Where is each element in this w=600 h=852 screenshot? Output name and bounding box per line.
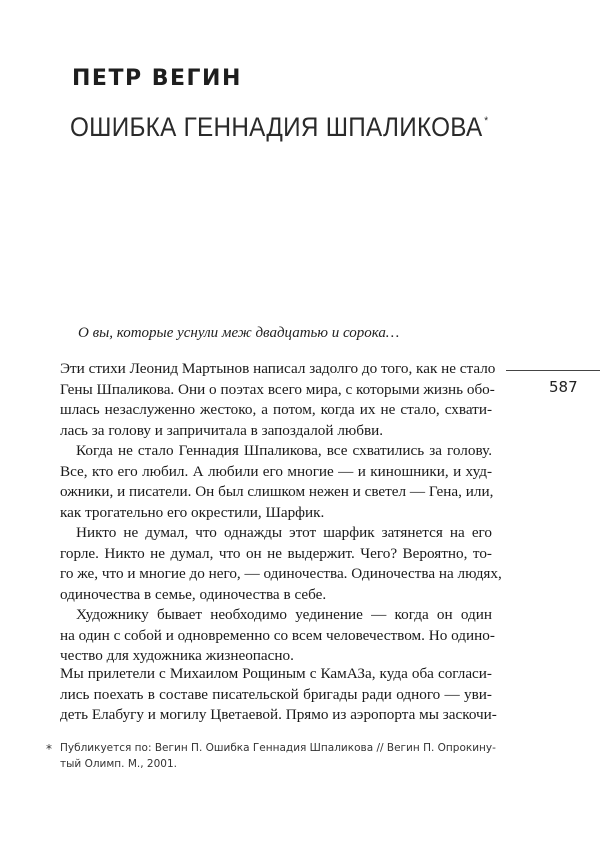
text-line: горле. Никто не думал, что он не выдержит. Чего? Вероятно, то- [60, 544, 492, 562]
chapter-title [70, 112, 488, 143]
text-line: одиночества в семье, одиночества в себе. [60, 585, 327, 603]
text-line: деть Елабугу и могилу Цветаевой. Прямо из аэропорта мы заскочи- [60, 706, 497, 723]
footnote-line: тый Олимп. М., 2001. [60, 758, 177, 770]
chapter-title-text: ОШИБКА ГЕННАДИЯ ШПАЛИКОВА [70, 112, 483, 142]
text-line: Гены Шпаликова. Они о поэтах всего мира, с которыми жизнь обо- [60, 380, 495, 398]
body-text-block-1 [60, 359, 502, 667]
text-line: Все, кто его любил. А любили его многие — и киношники, и худ- [60, 462, 492, 480]
text-line: Никто не думал, что однажды этот шарфик затянется на его [76, 524, 492, 541]
text-line: лась за голову и запричитала в запоздалой любви. [60, 421, 384, 439]
footnote-reference-mark: * [484, 115, 489, 127]
text-line: Художнику бывает необходимо уединение — когда он один [76, 606, 492, 623]
margin-rule [506, 370, 600, 371]
text-line: ожники, и писатели. Он был слишком нежен и светел — Гена, или, [60, 483, 494, 500]
text-line: на один с собой и одновременно со всем человечеством. Но одино- [60, 626, 495, 644]
text-line: Эти стихи Леонид Мартынов написал задолго до того, как не стало [60, 360, 496, 377]
body-text-block-2 [60, 664, 497, 726]
text-line: Когда не стало Геннадия Шпаликова, все схватились за голову. [76, 442, 492, 459]
footnote-mark: * [46, 742, 52, 756]
text-line: шлась незаслуженно жестоко, а потом, когда их не стало, схвати- [60, 401, 492, 418]
text-line: го же, что и многие до него, — одиночества. Одиночества на людях, [60, 565, 502, 582]
epigraph: О вы, которые уснули меж двадцатью и сорока… [78, 325, 400, 341]
text-line: Мы прилетели с Михаилом Рощиным с КамАЗа, куда оба согласи- [60, 665, 492, 682]
footnote [60, 740, 496, 772]
text-line: как трогательно его окрестили, Шарфик. [60, 503, 325, 521]
footnote-line: Публикуется по: Вегин П. Ошибка Геннадия Шпаликова // Вегин П. Опрокину- [60, 742, 496, 754]
text-line: чество для художника жизнеопасно. [60, 647, 294, 664]
page-number: 587 [549, 378, 578, 396]
text-line: лись поехать в составе писательской бригады ради одного — уви- [60, 685, 492, 703]
author-name: ПЕТР ВЕГИН [72, 66, 242, 91]
